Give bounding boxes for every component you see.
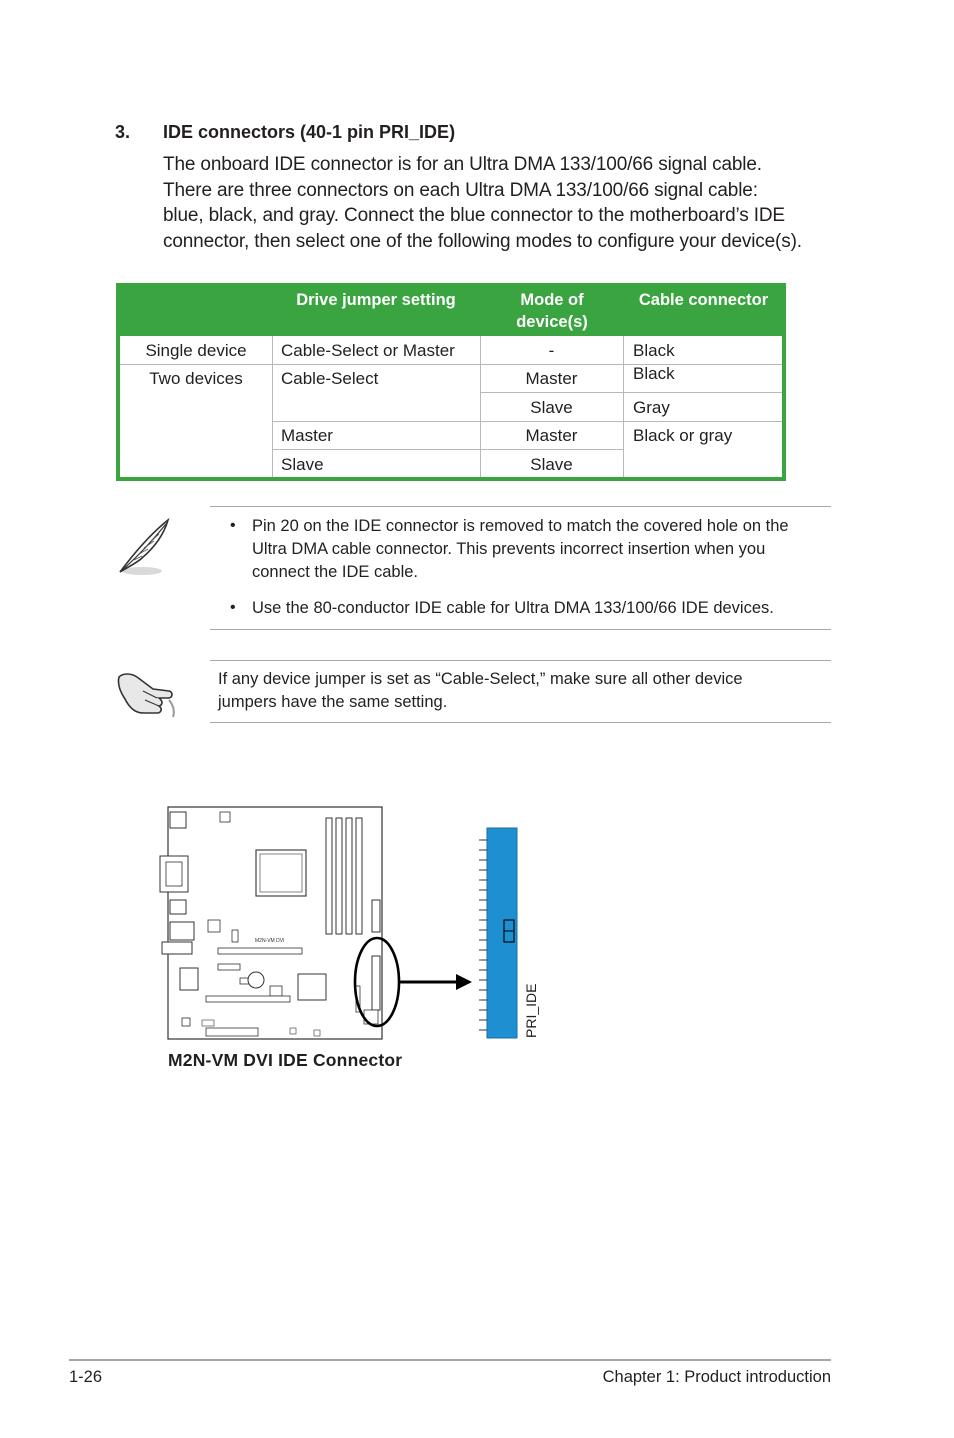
header-mode-line: device(s) xyxy=(516,313,588,331)
section-title: IDE connectors (40-1 pin PRI_IDE) xyxy=(163,122,456,142)
pri-ide-connector xyxy=(487,828,517,1038)
table-cell: Master xyxy=(525,426,578,445)
table-cell: Slave xyxy=(530,398,573,417)
connector-pins xyxy=(479,840,487,1030)
body-line: blue, black, and gray. Connect the blue connector to the motherboard’s IDE xyxy=(163,205,785,226)
cell-single-device: Single device xyxy=(145,341,247,360)
caution-line: If any device jumper is set as “Cable-Select,” make sure all other device xyxy=(218,670,743,688)
section-number: 3. xyxy=(115,122,131,142)
diagram-caption: M2N-VM DVI IDE Connector xyxy=(168,1050,403,1070)
table-cell: Master xyxy=(281,426,333,445)
body-line: There are three connectors on each Ultra DMA 133/100/66 signal cable: xyxy=(163,179,758,201)
jumper-table xyxy=(116,283,786,481)
section-body xyxy=(163,152,853,254)
header-drive-jumper: Drive jumper setting xyxy=(296,291,456,309)
table-cell: Black or gray xyxy=(633,426,733,445)
table-cell: Black xyxy=(633,364,675,383)
pri-ide-label: PRI_IDE xyxy=(523,983,539,1038)
body-line: connector, then select one of the following modes to configure your device(s). xyxy=(163,230,802,252)
header-mode xyxy=(480,289,624,333)
arrow-head xyxy=(456,974,472,990)
note-line-text: connect the IDE cable. xyxy=(252,563,419,581)
chapter-title: Chapter 1: Product introduction xyxy=(602,1368,831,1386)
pointing-hand-icon xyxy=(113,667,179,719)
body-line: The onboard IDE connector is for an Ultra DMA 133/100/66 signal cable. xyxy=(163,154,762,175)
footer-rule xyxy=(69,1359,831,1361)
pri-ide-on-board xyxy=(372,956,380,1010)
caution-text xyxy=(218,668,828,714)
cell-two-devices: Two devices xyxy=(149,369,243,388)
note-bullet-2: Use the 80-conductor IDE cable for Ultra DMA 133/100/66 IDE devices. xyxy=(252,599,774,617)
table-cell: Gray xyxy=(633,398,670,417)
note-line-text: Ultra DMA cable connector. This prevents incorrect insertion when you xyxy=(252,540,766,558)
table-cell: Cable-Select or Master xyxy=(281,341,455,360)
header-mode-line: Mode of xyxy=(520,291,584,309)
table-cell: Cable-Select xyxy=(281,369,379,388)
table-cell: Black xyxy=(633,341,675,360)
note-line-text: Pin 20 on the IDE connector is removed to match the covered hole on the xyxy=(252,517,789,535)
board-label: M2N-VM DVI xyxy=(255,938,285,944)
motherboard-diagram xyxy=(150,800,570,1045)
caution-line: jumpers have the same setting. xyxy=(218,693,448,711)
header-cable-connector: Cable connector xyxy=(638,291,769,309)
table-cell: Master xyxy=(525,369,578,388)
table-cell: Slave xyxy=(530,455,573,474)
table-body xyxy=(120,336,782,477)
note-bullet-1 xyxy=(252,515,832,584)
feather-quill-icon xyxy=(112,516,174,578)
page-number: 1-26 xyxy=(69,1368,103,1386)
table-cell: - xyxy=(548,341,555,360)
table-cell: Slave xyxy=(281,455,324,474)
